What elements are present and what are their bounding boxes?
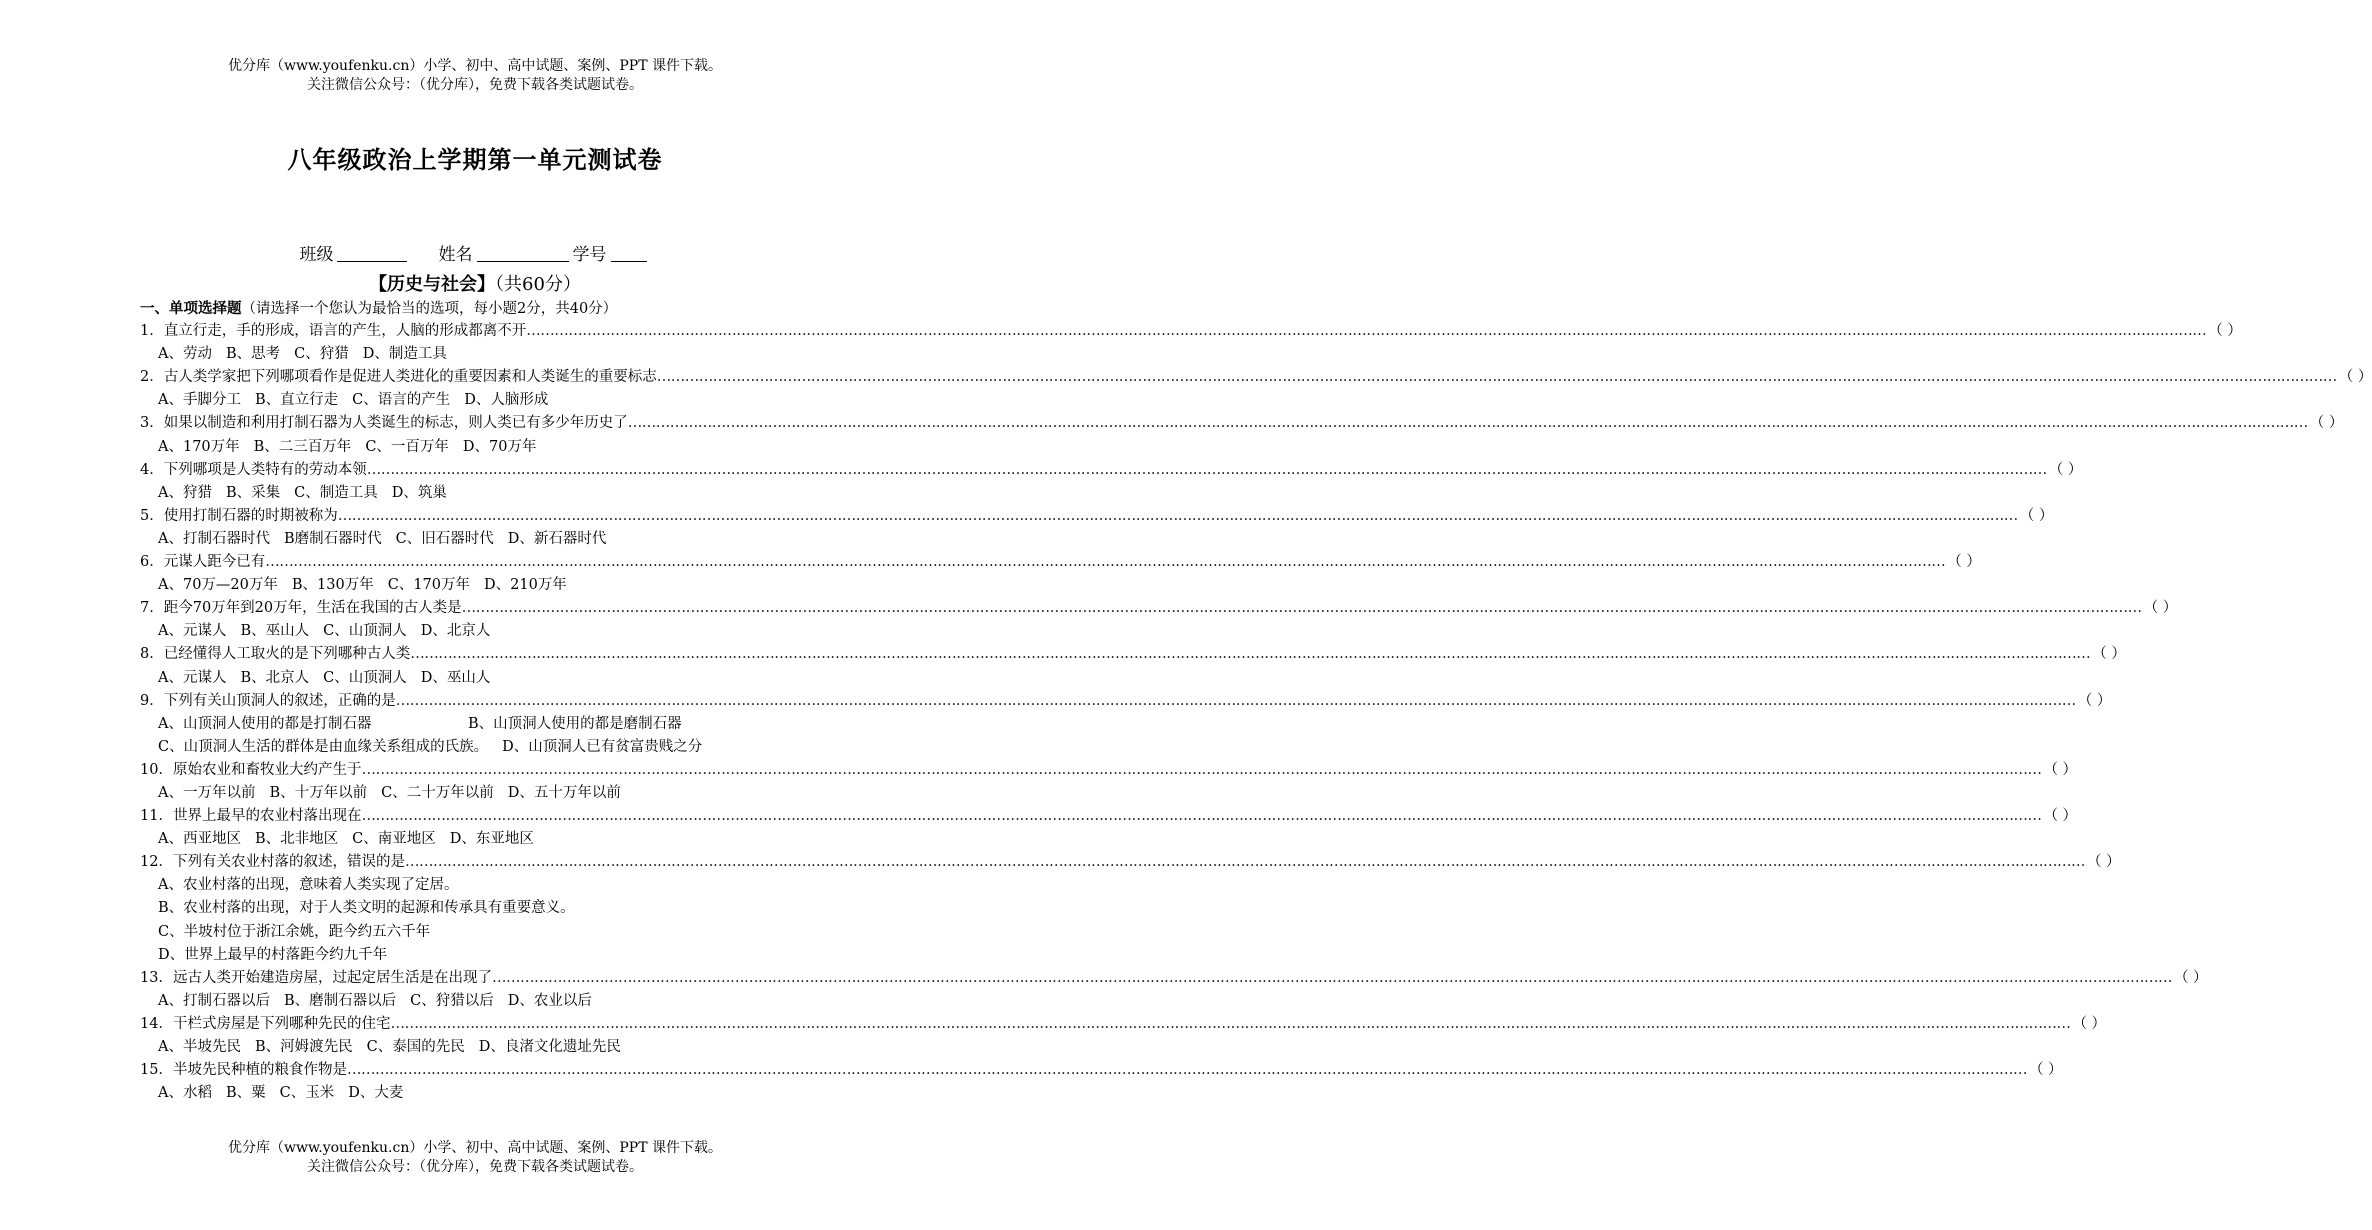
option[interactable]: A、170万年 [158, 438, 240, 455]
question-list [140, 297, 2372, 1105]
answer-blank[interactable]: （ ） [2338, 369, 2372, 386]
options-row [140, 620, 770, 643]
option[interactable]: C、南亚地区 [352, 831, 436, 848]
option[interactable]: B、北京人 [240, 669, 310, 686]
leader-dots: ……………………………………………………………………………………………………………………………………………………………………………………………………………………………………………………………………………………………………………………………… [526, 323, 2207, 340]
question-text: 15．半坡先民种植的粮食作物是 [140, 1062, 347, 1079]
question-12 [140, 851, 2121, 874]
options-row [140, 436, 770, 459]
subtitle-bold: 【历史与社会】 [369, 274, 496, 295]
options-row [140, 828, 770, 851]
question-text: 2．古人类学家把下列哪项看作是促进人类进化的重要因素和人类诞生的重要标志 [140, 369, 657, 386]
leader-dots: ……………………………………………………………………………………………………………………………………………………………………………………………………………………………………………………………………………………………………………………………… [346, 1062, 2027, 1079]
question-text: 5．使用打制石器的时期被称为 [140, 507, 338, 524]
question-text: 12．下列有关农业村落的叙述，错误的是 [140, 854, 405, 871]
option[interactable]: D、筑巢 [391, 484, 447, 501]
question-13 [140, 967, 2208, 990]
question-1 [140, 320, 2242, 343]
options-row [140, 482, 770, 505]
option[interactable]: A、劳动 [158, 346, 212, 363]
leader-dots: ……………………………………………………………………………………………………………………………………………………………………………………………………………………………………………………………………………………………………………………………… [627, 415, 2308, 432]
question-3 [140, 412, 2344, 435]
answer-blank[interactable]: （ ） [2143, 600, 2178, 617]
question-7 [140, 597, 2178, 620]
option[interactable]: A、狩猎 [158, 484, 212, 501]
option[interactable]: D、山顶洞人已有贫富贵贱之分 [502, 738, 703, 755]
option[interactable]: B、二三百万年 [253, 438, 352, 455]
answer-blank[interactable]: （ ） [2173, 969, 2208, 986]
option[interactable]: C、二十万年以前 [381, 784, 494, 801]
question-text: 9．下列有关山顶洞人的叙述，正确的是 [140, 692, 396, 709]
option[interactable]: C、制造工具 [294, 484, 378, 501]
option[interactable]: A、70万—20万年 [158, 577, 278, 594]
question-text: 4．下列哪项是人类特有的劳动本领 [140, 461, 367, 478]
question-2 [140, 366, 2372, 389]
question-text: 6．元谋人距今已有 [140, 554, 266, 571]
footer-line-1: 优分库（www.youfenku.cn）小学、初中、高中试题、案例、PPT 课件下载。 [227, 1140, 722, 1156]
option[interactable]: C、狩猎 [294, 346, 349, 363]
option[interactable]: A、一万年以前 [158, 784, 256, 801]
class-label: 班级 [299, 245, 334, 265]
options-row [140, 990, 770, 1013]
option[interactable]: A、打制石器时代 [158, 530, 270, 547]
option[interactable]: B、农业村落的出现，对于人类文明的起源和传承具有重要意义。 [158, 900, 575, 917]
question-text: 10．原始农业和畜牧业大约产生于 [140, 761, 362, 778]
answer-blank[interactable]: （ ） [2086, 854, 2121, 871]
option[interactable]: B、直立行走 [254, 392, 339, 409]
answer-blank[interactable]: （ ） [2048, 461, 2083, 478]
question-text: 3．如果以制造和利用打制石器为人类诞生的标志，则人类已有多少年历史了 [140, 415, 628, 432]
answer-blank[interactable]: （ ） [2208, 323, 2242, 340]
header-line-1: 优分库（www.youfenku.cn）小学、初中、高中试题、案例、PPT 课件下载。 [227, 58, 722, 74]
option[interactable]: D、农业以后 [507, 992, 592, 1009]
option[interactable]: D、东亚地区 [449, 831, 534, 848]
options-row [140, 736, 770, 759]
answer-blank[interactable]: （ ） [2092, 646, 2126, 663]
option[interactable]: B、磨制石器以后 [283, 992, 397, 1009]
section-heading-bold: 一、单项选择题 [140, 300, 242, 317]
footer-line-2: 关注微信公众号：（优分库），免费下载各类试题试卷。 [307, 1159, 643, 1175]
options-row [140, 574, 770, 597]
question-5 [140, 505, 2054, 528]
option[interactable]: D、五十万年以前 [507, 784, 621, 801]
page-header [0, 57, 950, 95]
option[interactable]: A、元谋人 [158, 669, 227, 686]
leader-dots: ……………………………………………………………………………………………………………………………………………………………………………………………………………………………………………………………………………………………………………………………… [395, 692, 2076, 709]
options-row [140, 389, 770, 412]
option[interactable]: C、泰国的先民 [366, 1039, 465, 1055]
question-6 [140, 551, 1981, 574]
options-row [140, 528, 770, 551]
option[interactable]: D、新石器时代 [507, 530, 607, 547]
option[interactable]: A、半坡先民 [158, 1039, 241, 1055]
header-line-2: 关注微信公众号：（优分库），免费下载各类试题试卷。 [307, 77, 643, 93]
leader-dots: ……………………………………………………………………………………………………………………………………………………………………………………………………………………………………………………………………………………………………………………………… [404, 854, 2085, 871]
question-text: 8．已经懂得人工取火的是下列哪种古人类 [140, 646, 411, 663]
question-10 [140, 759, 2078, 782]
option[interactable]: D、大麦 [348, 1085, 404, 1102]
leader-dots: ……………………………………………………………………………………………………………………………………………………………………………………………………………………………………………………………………………………………………………………………… [461, 600, 2142, 617]
option[interactable]: C、玉米 [279, 1085, 335, 1102]
answer-blank[interactable]: （ ） [2309, 415, 2344, 432]
option[interactable]: C、一百万年 [365, 438, 449, 455]
question-11 [140, 805, 2078, 828]
answer-blank[interactable]: （ ） [2019, 507, 2054, 524]
question-4 [140, 459, 2083, 482]
question-text: 14．干栏式房屋是下列哪种先民的住宅 [140, 1015, 391, 1032]
options-row [140, 782, 770, 805]
option[interactable]: D、人脑形成 [464, 392, 549, 409]
option[interactable]: D、北京人 [420, 623, 491, 640]
leader-dots: ……………………………………………………………………………………………………………………………………………………………………………………………………………………………………………………………………………………………………………………………… [265, 554, 1946, 571]
option[interactable]: C、山顶洞人生活的群体是由血缘关系组成的氏族。 [158, 738, 489, 755]
option[interactable]: B、采集 [225, 484, 281, 501]
leader-dots: ……………………………………………………………………………………………………………………………………………………………………………………………………………………………………………………………………………………………………………………………… [337, 507, 2018, 524]
option[interactable]: A、农业村落的出现，意味着人类实现了定居。 [158, 877, 459, 894]
option[interactable]: B、粟 [225, 1085, 266, 1102]
option[interactable]: C、半坡村位于浙江余姚，距今约五六千年 [158, 923, 431, 940]
answer-blank[interactable]: （ ） [2043, 808, 2078, 825]
option[interactable]: A、元谋人 [158, 623, 227, 640]
option[interactable]: A、手脚分工 [158, 392, 241, 409]
leader-dots: ……………………………………………………………………………………………………………………………………………………………………………………………………………………………………………………………………………………………………………………………… [491, 969, 2172, 986]
option[interactable]: A、打制石器以后 [158, 992, 270, 1009]
leader-dots: ……………………………………………………………………………………………………………………………………………………………………………………………………………………………………………………………………………………………………………………………… [361, 808, 2042, 825]
question-text: 1．直立行走，手的形成，语言的产生，人脑的形成都离不开 [140, 323, 527, 340]
option[interactable]: C、山顶洞人 [323, 669, 407, 686]
option[interactable]: A、水稻 [158, 1085, 212, 1102]
option[interactable]: B磨制石器时代 [283, 530, 382, 547]
student-info-line [0, 240, 950, 265]
answer-blank[interactable]: （ ） [2043, 761, 2078, 778]
name-blank[interactable] [477, 245, 569, 262]
section-heading-note: （请选择一个您认为最恰当的选项，每小题2分，共40分） [241, 301, 618, 317]
question-9 [140, 690, 2112, 713]
option[interactable]: B、130万年 [291, 577, 374, 594]
page-footer [0, 1139, 950, 1177]
question-text: 7．距今70万年到20万年，生活在我国的古人类是 [140, 600, 462, 617]
option[interactable]: B、河姆渡先民 [254, 1039, 353, 1055]
leader-dots: ……………………………………………………………………………………………………………………………………………………………………………………………………………………………………………………………………………………………………………………………… [361, 761, 2042, 778]
id-label: 学号 [572, 245, 607, 265]
id-blank[interactable] [611, 245, 647, 262]
option[interactable]: C、170万年 [387, 577, 470, 594]
leader-dots: ……………………………………………………………………………………………………………………………………………………………………………………………………………………………………………………………………………………………………………………………… [390, 1015, 2071, 1032]
page-title: 八年级政治上学期第一单元测试卷 [287, 145, 663, 174]
option[interactable]: B、北非地区 [254, 831, 339, 848]
option[interactable]: A、山顶洞人使用的都是打制石器 [158, 715, 372, 732]
answer-blank[interactable]: （ ） [2077, 692, 2112, 709]
question-text: 11．世界上最早的农业村落出现在 [140, 808, 362, 825]
option[interactable]: B、思考 [225, 346, 281, 363]
question-text: 13．远古人类开始建造房屋，过起定居生活是在出现了 [140, 969, 492, 986]
option[interactable]: D、良渚文化遗址先民 [478, 1039, 621, 1055]
question-8 [140, 643, 2126, 666]
options-row [140, 667, 770, 690]
option[interactable]: C、山顶洞人 [323, 623, 407, 640]
option[interactable]: D、巫山人 [420, 669, 491, 686]
option[interactable]: C、语言的产生 [352, 392, 451, 409]
options-row [140, 1082, 770, 1105]
question-14 [140, 1013, 2107, 1036]
option[interactable]: C、旧石器时代 [395, 530, 494, 547]
option[interactable]: C、狩猎以后 [410, 992, 494, 1009]
subtitle-score: （共60分） [495, 274, 581, 295]
answer-blank[interactable]: （ ） [1947, 554, 1981, 571]
option[interactable]: D、210万年 [484, 577, 567, 594]
leader-dots: ……………………………………………………………………………………………………………………………………………………………………………………………………………………………………………………………………………………………………………………………… [656, 369, 2337, 386]
option[interactable]: D、70万年 [462, 438, 537, 455]
name-label: 姓名 [438, 245, 473, 265]
options-row [140, 1036, 770, 1059]
question-15 [140, 1059, 2063, 1082]
option[interactable]: A、西亚地区 [158, 831, 241, 848]
options-row [140, 713, 770, 736]
option[interactable]: D、制造工具 [362, 346, 447, 363]
leader-dots: ……………………………………………………………………………………………………………………………………………………………………………………………………………………………………………………………………………………………………………………………… [366, 461, 2047, 478]
option[interactable]: B、巫山人 [240, 623, 310, 640]
leader-dots: ……………………………………………………………………………………………………………………………………………………………………………………………………………………………………………………………………………………………………………………………… [410, 646, 2091, 663]
answer-blank[interactable]: （ ） [2072, 1015, 2107, 1032]
section-heading [140, 297, 770, 320]
answer-blank[interactable]: （ ） [2028, 1062, 2063, 1079]
option[interactable]: B、十万年以前 [269, 784, 368, 801]
options-row [140, 343, 770, 366]
class-blank[interactable] [337, 245, 407, 262]
option[interactable]: B、山顶洞人使用的都是磨制石器 [468, 715, 682, 732]
option[interactable]: D、世界上最早的村落距今约九千年 [158, 946, 388, 963]
section-subtitle [0, 270, 950, 296]
